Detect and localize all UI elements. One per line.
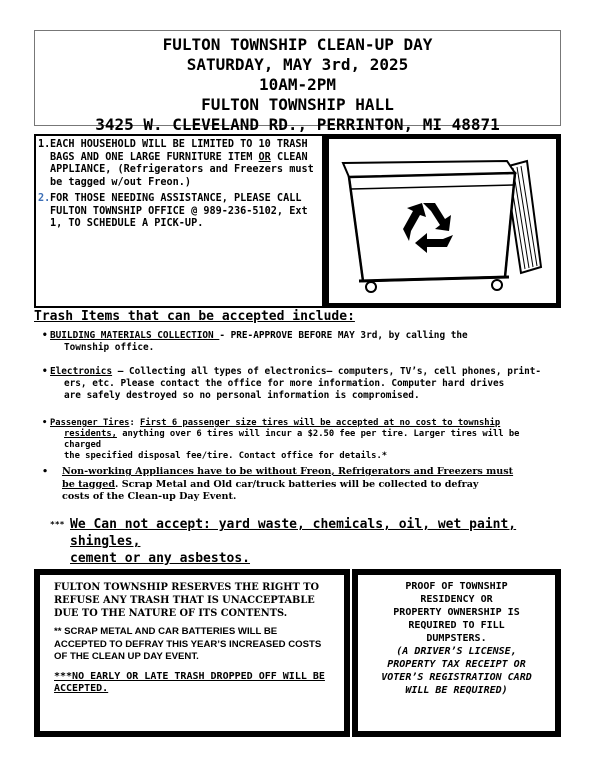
item-label: Non-working Appliances have to be without Freon, Refrigerators and Freezers must <box>62 466 514 477</box>
rule-text-or: OR <box>258 151 271 163</box>
proof-line: (A DRIVER’S LICENSE, <box>396 646 517 657</box>
item-text-underlined <box>50 466 558 479</box>
not-accepted-notice <box>50 516 550 567</box>
stars: *** <box>50 520 65 529</box>
bullet: • <box>42 330 48 341</box>
item-label: Passenger Tires <box>50 418 130 428</box>
event-location: FULTON TOWNSHIP HALL <box>201 95 394 114</box>
reserves-right-text: FULTON TOWNSHIP RESERVES THE RIGHT TO REFUSE ANY TRASH THAT IS UNACCEPTABLE DUE TO THE NATURE OF ITS CONTENTS. <box>54 582 320 619</box>
item-text-cont: the specified disposal fee/tire. Contact office for details.* <box>64 451 388 461</box>
proof-line: PROOF OF TOWNSHIP <box>405 581 508 592</box>
bullet: • <box>42 418 48 428</box>
dumpster-image-frame <box>324 134 561 308</box>
bullet: • <box>42 466 49 477</box>
item-text: – Collecting all types of electronics— computers, TV’s, cell phones, print- <box>112 366 542 377</box>
item-text-underlined: residents, <box>64 429 117 439</box>
proof-line: DUMPSTERS. <box>426 633 487 644</box>
item-text: anything over 6 tires will incur a $2.50 fee per tire. Larger tires will be charged <box>64 429 520 450</box>
proof-line: PROPERTY TAX RECEIPT OR <box>387 659 526 670</box>
item-label: BUILDING MATERIALS COLLECTION <box>50 330 220 341</box>
event-time: 10AM-2PM <box>258 75 337 94</box>
item-text-cont <box>50 479 558 492</box>
proof-line: RESIDENCY OR <box>420 594 493 605</box>
proof-line: REQUIRED TO FILL <box>408 620 505 631</box>
item-passenger-tires <box>42 418 558 462</box>
residency-proof-box <box>352 569 561 737</box>
item-text: - PRE-APPROVE BEFORE MAY 3rd, by calling the <box>219 330 468 341</box>
item-text: . Scrap Metal and Old car/truck batteries will be collected to defray <box>115 478 479 490</box>
event-address: 3425 W. CLEVELAND RD., PERRINTON, MI 48871 <box>95 115 500 134</box>
reservation-notice-box <box>34 569 350 737</box>
item-building-materials <box>42 330 558 354</box>
item-label: Electronics <box>50 366 113 377</box>
event-date: SATURDAY, MAY 3rd, 2025 <box>186 55 409 74</box>
scrap-metal-text: ** SCRAP METAL AND CAR BATTERIES WILL BE ACCEPTED TO DEFRAY THIS YEAR’S INCREASED COSTS OF THE CLEAN UP DAY EVENT. <box>54 626 322 662</box>
item-electronics <box>42 366 558 402</box>
item-text-cont: are safely destroyed so no personal information is compromised. <box>64 390 420 401</box>
event-title: FULTON TOWNSHIP CLEAN-UP DAY <box>162 35 433 54</box>
rule-text: FOR THOSE NEEDING ASSISTANCE, PLEASE CALL FULTON TOWNSHIP OFFICE @ 989-236-5102, Ext 1, TO SCHEDULE A PICK-UP. <box>50 193 308 229</box>
item-colon: : <box>129 418 141 428</box>
bullet: • <box>42 366 48 377</box>
rule-text <box>50 139 318 189</box>
proof-line: WILL BE REQUIRED) <box>405 685 508 696</box>
item-label: be tagged <box>62 478 116 490</box>
proof-line: PROPERTY OWNERSHIP IS <box>393 607 520 618</box>
item-text-cont <box>50 429 558 451</box>
dumpster-recycle-icon <box>329 139 556 303</box>
rules-box <box>34 134 324 308</box>
no-early-late-text: ***NO EARLY OR LATE TRASH DROPPED OFF WILL BE ACCEPTED. <box>54 670 325 694</box>
accepted-items-title: Trash Items that can be accepted include: <box>34 309 355 324</box>
item-text-underlined: First 6 passenger size tires will be accepted at no cost to township <box>140 418 501 428</box>
rule-number: 2. <box>38 193 51 204</box>
proof-line: VOTER’S REGISTRATION CARD <box>381 672 532 683</box>
item-appliances <box>42 466 558 504</box>
event-header <box>34 30 561 134</box>
rule-item <box>38 139 318 189</box>
rule-text-pre: EACH HOUSEHOLD WILL BE LIMITED TO 10 TRASH BAGS AND ONE LARGE FURNITURE ITEM <box>50 139 308 163</box>
item-text-cont: Township office. <box>64 342 155 353</box>
item-text-cont: costs of the Clean-up Day Event. <box>62 491 237 502</box>
not-accepted-line1: We Can not accept: yard waste, chemicals, oil, wet paint, shingles, <box>70 517 517 549</box>
not-accepted-line2: cement or any asbestos. <box>70 551 251 566</box>
rule-item <box>38 193 318 231</box>
rule-number: 1. <box>38 139 51 150</box>
rule-text-post: CLEAN APPLIANCE, (Refrigerators and Freezers must be tagged w/out Freon.) <box>50 151 314 188</box>
item-text-cont: ers, etc. Please contact the office for more information. Computer hard drives <box>64 378 505 389</box>
